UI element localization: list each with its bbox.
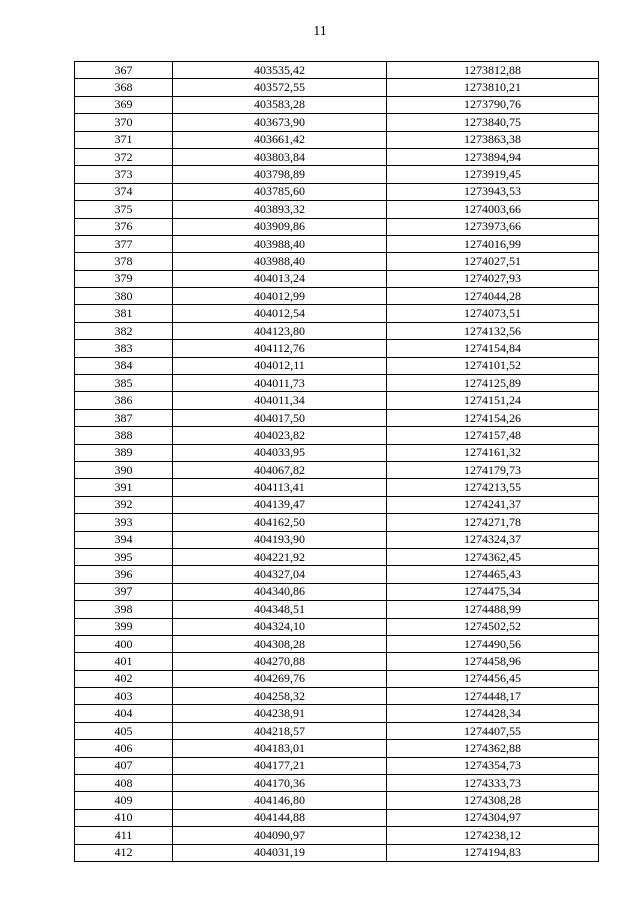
y-coordinate-cell: 1274354,73 <box>387 757 599 774</box>
table-row <box>75 235 599 252</box>
y-coordinate-cell: 1274044,28 <box>387 288 599 305</box>
x-coordinate-cell: 404011,34 <box>173 392 387 409</box>
point-number-cell: 388 <box>75 427 173 444</box>
point-number-cell: 379 <box>75 270 173 287</box>
y-coordinate-cell: 1273812,88 <box>387 62 599 79</box>
point-number-cell: 393 <box>75 514 173 531</box>
point-number-cell: 373 <box>75 166 173 183</box>
point-number-cell: 407 <box>75 757 173 774</box>
table-row <box>75 601 599 618</box>
point-number-cell: 372 <box>75 148 173 165</box>
table-row <box>75 96 599 113</box>
x-coordinate-cell: 403893,32 <box>173 201 387 218</box>
point-number-cell: 402 <box>75 670 173 687</box>
y-coordinate-cell: 1274458,96 <box>387 653 599 670</box>
x-coordinate-cell: 404067,82 <box>173 461 387 478</box>
x-coordinate-cell: 403583,28 <box>173 96 387 113</box>
y-coordinate-cell: 1274324,37 <box>387 531 599 548</box>
point-number-cell: 367 <box>75 62 173 79</box>
x-coordinate-cell: 404033,95 <box>173 444 387 461</box>
y-coordinate-cell: 1273973,66 <box>387 218 599 235</box>
y-coordinate-cell: 1274308,28 <box>387 792 599 809</box>
table-row <box>75 114 599 131</box>
x-coordinate-cell: 404090,97 <box>173 827 387 844</box>
point-number-cell: 378 <box>75 253 173 270</box>
table-row <box>75 514 599 531</box>
x-coordinate-cell: 404144,88 <box>173 809 387 826</box>
point-number-cell: 398 <box>75 601 173 618</box>
table-row <box>75 166 599 183</box>
point-number-cell: 403 <box>75 688 173 705</box>
table-row <box>75 183 599 200</box>
table-row <box>75 79 599 96</box>
x-coordinate-cell: 403988,40 <box>173 235 387 252</box>
x-coordinate-cell: 403988,40 <box>173 253 387 270</box>
table-row <box>75 548 599 565</box>
x-coordinate-cell: 404146,80 <box>173 792 387 809</box>
x-coordinate-cell: 403909,86 <box>173 218 387 235</box>
table-row <box>75 444 599 461</box>
x-coordinate-cell: 404113,41 <box>173 479 387 496</box>
x-coordinate-cell: 404023,82 <box>173 427 387 444</box>
point-number-cell: 411 <box>75 827 173 844</box>
point-number-cell: 408 <box>75 775 173 792</box>
point-number-cell: 412 <box>75 844 173 861</box>
x-coordinate-cell: 404177,21 <box>173 757 387 774</box>
y-coordinate-cell: 1274502,52 <box>387 618 599 635</box>
point-number-cell: 387 <box>75 409 173 426</box>
x-coordinate-cell: 404012,99 <box>173 288 387 305</box>
x-coordinate-cell: 404308,28 <box>173 635 387 652</box>
point-number-cell: 401 <box>75 653 173 670</box>
point-number-cell: 374 <box>75 183 173 200</box>
y-coordinate-cell: 1274362,88 <box>387 740 599 757</box>
point-number-cell: 368 <box>75 79 173 96</box>
table-row <box>75 635 599 652</box>
point-number-cell: 377 <box>75 235 173 252</box>
point-number-cell: 394 <box>75 531 173 548</box>
x-coordinate-cell: 404012,54 <box>173 305 387 322</box>
y-coordinate-cell: 1273943,53 <box>387 183 599 200</box>
table-row <box>75 392 599 409</box>
y-coordinate-cell: 1274154,84 <box>387 340 599 357</box>
table-row <box>75 305 599 322</box>
x-coordinate-cell: 404017,50 <box>173 409 387 426</box>
point-number-cell: 371 <box>75 131 173 148</box>
point-number-cell: 380 <box>75 288 173 305</box>
x-coordinate-cell: 404031,19 <box>173 844 387 861</box>
point-number-cell: 399 <box>75 618 173 635</box>
table-row <box>75 253 599 270</box>
table-row <box>75 270 599 287</box>
table-row <box>75 288 599 305</box>
point-number-cell: 384 <box>75 357 173 374</box>
y-coordinate-cell: 1274304,97 <box>387 809 599 826</box>
table-row <box>75 427 599 444</box>
point-number-cell: 375 <box>75 201 173 218</box>
y-coordinate-cell: 1274154,26 <box>387 409 599 426</box>
table-row <box>75 618 599 635</box>
x-coordinate-cell: 404221,92 <box>173 548 387 565</box>
point-number-cell: 381 <box>75 305 173 322</box>
table-row <box>75 375 599 392</box>
y-coordinate-cell: 1274157,48 <box>387 427 599 444</box>
x-coordinate-cell: 404162,50 <box>173 514 387 531</box>
y-coordinate-cell: 1274465,43 <box>387 566 599 583</box>
table-row <box>75 688 599 705</box>
table-row <box>75 757 599 774</box>
y-coordinate-cell: 1273810,21 <box>387 79 599 96</box>
point-number-cell: 396 <box>75 566 173 583</box>
x-coordinate-cell: 404011,73 <box>173 375 387 392</box>
y-coordinate-cell: 1273863,38 <box>387 131 599 148</box>
table-row <box>75 148 599 165</box>
y-coordinate-cell: 1274428,34 <box>387 705 599 722</box>
x-coordinate-cell: 404183,01 <box>173 740 387 757</box>
x-coordinate-cell: 404270,88 <box>173 653 387 670</box>
x-coordinate-cell: 403798,89 <box>173 166 387 183</box>
table-row <box>75 809 599 826</box>
y-coordinate-cell: 1274448,17 <box>387 688 599 705</box>
x-coordinate-cell: 404238,91 <box>173 705 387 722</box>
table-row <box>75 792 599 809</box>
y-coordinate-cell: 1273790,76 <box>387 96 599 113</box>
table-row <box>75 131 599 148</box>
table-row <box>75 670 599 687</box>
x-coordinate-cell: 403673,90 <box>173 114 387 131</box>
table-row <box>75 479 599 496</box>
point-number-cell: 383 <box>75 340 173 357</box>
table-row <box>75 722 599 739</box>
point-number-cell: 386 <box>75 392 173 409</box>
table-row <box>75 653 599 670</box>
y-coordinate-cell: 1274132,56 <box>387 322 599 339</box>
table-row <box>75 461 599 478</box>
y-coordinate-cell: 1274475,34 <box>387 583 599 600</box>
y-coordinate-cell: 1274488,99 <box>387 601 599 618</box>
y-coordinate-cell: 1274213,55 <box>387 479 599 496</box>
point-number-cell: 406 <box>75 740 173 757</box>
table-row <box>75 218 599 235</box>
point-number-cell: 370 <box>75 114 173 131</box>
x-coordinate-cell: 404139,47 <box>173 496 387 513</box>
y-coordinate-cell: 1274125,89 <box>387 375 599 392</box>
x-coordinate-cell: 404112,76 <box>173 340 387 357</box>
x-coordinate-cell: 404218,57 <box>173 722 387 739</box>
x-coordinate-cell: 404170,36 <box>173 775 387 792</box>
y-coordinate-cell: 1274407,55 <box>387 722 599 739</box>
point-number-cell: 395 <box>75 548 173 565</box>
table-row <box>75 322 599 339</box>
point-number-cell: 391 <box>75 479 173 496</box>
coordinates-table-body <box>75 62 599 862</box>
point-number-cell: 389 <box>75 444 173 461</box>
x-coordinate-cell: 403535,42 <box>173 62 387 79</box>
page-number: 11 <box>313 24 327 39</box>
point-number-cell: 369 <box>75 96 173 113</box>
y-coordinate-cell: 1274151,24 <box>387 392 599 409</box>
table-row <box>75 740 599 757</box>
point-number-cell: 397 <box>75 583 173 600</box>
y-coordinate-cell: 1274490,56 <box>387 635 599 652</box>
x-coordinate-cell: 404258,32 <box>173 688 387 705</box>
x-coordinate-cell: 404340,86 <box>173 583 387 600</box>
table-row <box>75 496 599 513</box>
point-number-cell: 376 <box>75 218 173 235</box>
x-coordinate-cell: 403572,55 <box>173 79 387 96</box>
y-coordinate-cell: 1273919,45 <box>387 166 599 183</box>
y-coordinate-cell: 1273840,75 <box>387 114 599 131</box>
y-coordinate-cell: 1274333,73 <box>387 775 599 792</box>
y-coordinate-cell: 1274101,52 <box>387 357 599 374</box>
x-coordinate-cell: 404123,80 <box>173 322 387 339</box>
table-row <box>75 340 599 357</box>
x-coordinate-cell: 404013,24 <box>173 270 387 287</box>
x-coordinate-cell: 404269,76 <box>173 670 387 687</box>
table-row <box>75 827 599 844</box>
y-coordinate-cell: 1274027,93 <box>387 270 599 287</box>
point-number-cell: 410 <box>75 809 173 826</box>
table-row <box>75 566 599 583</box>
table-row <box>75 531 599 548</box>
x-coordinate-cell: 403661,42 <box>173 131 387 148</box>
table-row <box>75 775 599 792</box>
x-coordinate-cell: 403803,84 <box>173 148 387 165</box>
y-coordinate-cell: 1273894,94 <box>387 148 599 165</box>
table-row <box>75 705 599 722</box>
y-coordinate-cell: 1274271,78 <box>387 514 599 531</box>
x-coordinate-cell: 404324,10 <box>173 618 387 635</box>
x-coordinate-cell: 404193,90 <box>173 531 387 548</box>
y-coordinate-cell: 1274027,51 <box>387 253 599 270</box>
table-row <box>75 844 599 861</box>
y-coordinate-cell: 1274241,37 <box>387 496 599 513</box>
y-coordinate-cell: 1274194,83 <box>387 844 599 861</box>
point-number-cell: 382 <box>75 322 173 339</box>
coordinates-table <box>74 61 599 862</box>
y-coordinate-cell: 1274073,51 <box>387 305 599 322</box>
x-coordinate-cell: 404327,04 <box>173 566 387 583</box>
point-number-cell: 385 <box>75 375 173 392</box>
point-number-cell: 400 <box>75 635 173 652</box>
table-row <box>75 201 599 218</box>
point-number-cell: 409 <box>75 792 173 809</box>
table-row <box>75 357 599 374</box>
x-coordinate-cell: 404012,11 <box>173 357 387 374</box>
table-row <box>75 409 599 426</box>
y-coordinate-cell: 1274238,12 <box>387 827 599 844</box>
y-coordinate-cell: 1274016,99 <box>387 235 599 252</box>
x-coordinate-cell: 403785,60 <box>173 183 387 200</box>
x-coordinate-cell: 404348,51 <box>173 601 387 618</box>
point-number-cell: 404 <box>75 705 173 722</box>
point-number-cell: 392 <box>75 496 173 513</box>
table-row <box>75 583 599 600</box>
y-coordinate-cell: 1274456,45 <box>387 670 599 687</box>
point-number-cell: 390 <box>75 461 173 478</box>
point-number-cell: 405 <box>75 722 173 739</box>
y-coordinate-cell: 1274003,66 <box>387 201 599 218</box>
y-coordinate-cell: 1274362,45 <box>387 548 599 565</box>
table-row <box>75 62 599 79</box>
y-coordinate-cell: 1274179,73 <box>387 461 599 478</box>
y-coordinate-cell: 1274161,32 <box>387 444 599 461</box>
